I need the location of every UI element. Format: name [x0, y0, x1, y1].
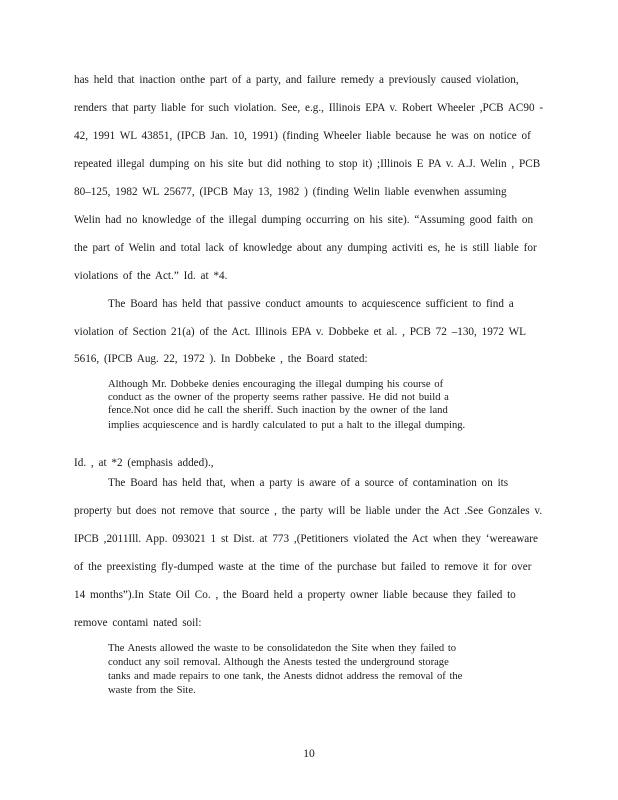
paragraph-line: IPCB ,2011Ill. App. 093021 1 st Dist. at 773 ,(Petitioners violated the Act when they ‘wereaware — [74, 533, 538, 545]
paragraph-line: 14 months”).In State Oil Co. , the Board held a property owner liable because they failed to — [74, 589, 516, 601]
paragraph-line: renders that party liable for such violation. See, e.g., Illinois EPA v. Robert Wheeler ,PCB AC90 - — [74, 102, 544, 114]
paragraph-line: property but does not remove that source , the party will be liable under the Act .See Gonzales v. — [74, 505, 543, 517]
paragraph-line: violation of Section 21(a) of the Act. Illinois EPA v. Dobbeke et al. , PCB 72 –130, 1972 WL — [74, 326, 526, 338]
paragraph-line: the part of Welin and total lack of knowledge about any dumping activiti es, he is still liable for — [74, 242, 537, 254]
paragraph-line: of the preexisting fly-dumped waste at the time of the purchase but failed to remove it for over — [74, 561, 532, 573]
paragraph-line: 5616, (IPCB Aug. 22, 1972 ). In Dobbeke , the Board stated: — [74, 353, 368, 365]
page-number: 10 — [303, 748, 315, 760]
block-quote-line: fence.Not once did he call the sheriff. Such inaction by the owner of the land — [108, 405, 448, 416]
block-quote-line: tanks and made repairs to one tank, the Anests didnot address the removal of the — [108, 671, 463, 682]
block-quote-line: waste from the Site. — [108, 685, 196, 696]
paragraph-line: remove contami nated soil: — [74, 617, 202, 629]
paragraph-line: The Board has held that passive conduct amounts to acquiescence sufficient to find a — [108, 298, 514, 310]
paragraph-line: repeated illegal dumping on his site but did nothing to stop it) ;Illinois E PA v. A.J. Welin , PCB — [74, 158, 541, 170]
block-quote-line: The Anests allowed the waste to be consolidatedon the Site when they failed to — [108, 643, 457, 654]
paragraph-line: violations of the Act.” Id. at *4. — [74, 270, 228, 282]
block-quote-line: implies acquiescence and is hardly calculated to put a halt to the illegal dumping. — [108, 420, 466, 431]
paragraph-line: 80–125, 1982 WL 25677, (IPCB May 13, 1982 ) (finding Welin liable evenwhen assuming — [74, 186, 507, 198]
citation: Id. , at *2 (emphasis added)., — [74, 457, 214, 469]
paragraph-line: has held that inaction onthe part of a party, and failure remedy a previously caused violation, — [74, 74, 519, 86]
block-quote-line: conduct as the owner of the property seems rather passive. He did not build a — [108, 392, 449, 403]
paragraph-line: The Board has held that, when a party is aware of a source of contamination on its — [108, 477, 509, 489]
paragraph-line: 42, 1991 WL 43851, (IPCB Jan. 10, 1991) (finding Wheeler liable because he was on notice of — [74, 130, 531, 142]
block-quote-line: conduct any soil removal. Although the Anests tested the underground storage — [108, 657, 449, 668]
paragraph-line: Welin had no knowledge of the illegal dumping occurring on his site). “Assuming good faith on — [74, 214, 534, 226]
block-quote-line: Although Mr. Dobbeke denies encouraging the illegal dumping his course of — [108, 379, 444, 390]
